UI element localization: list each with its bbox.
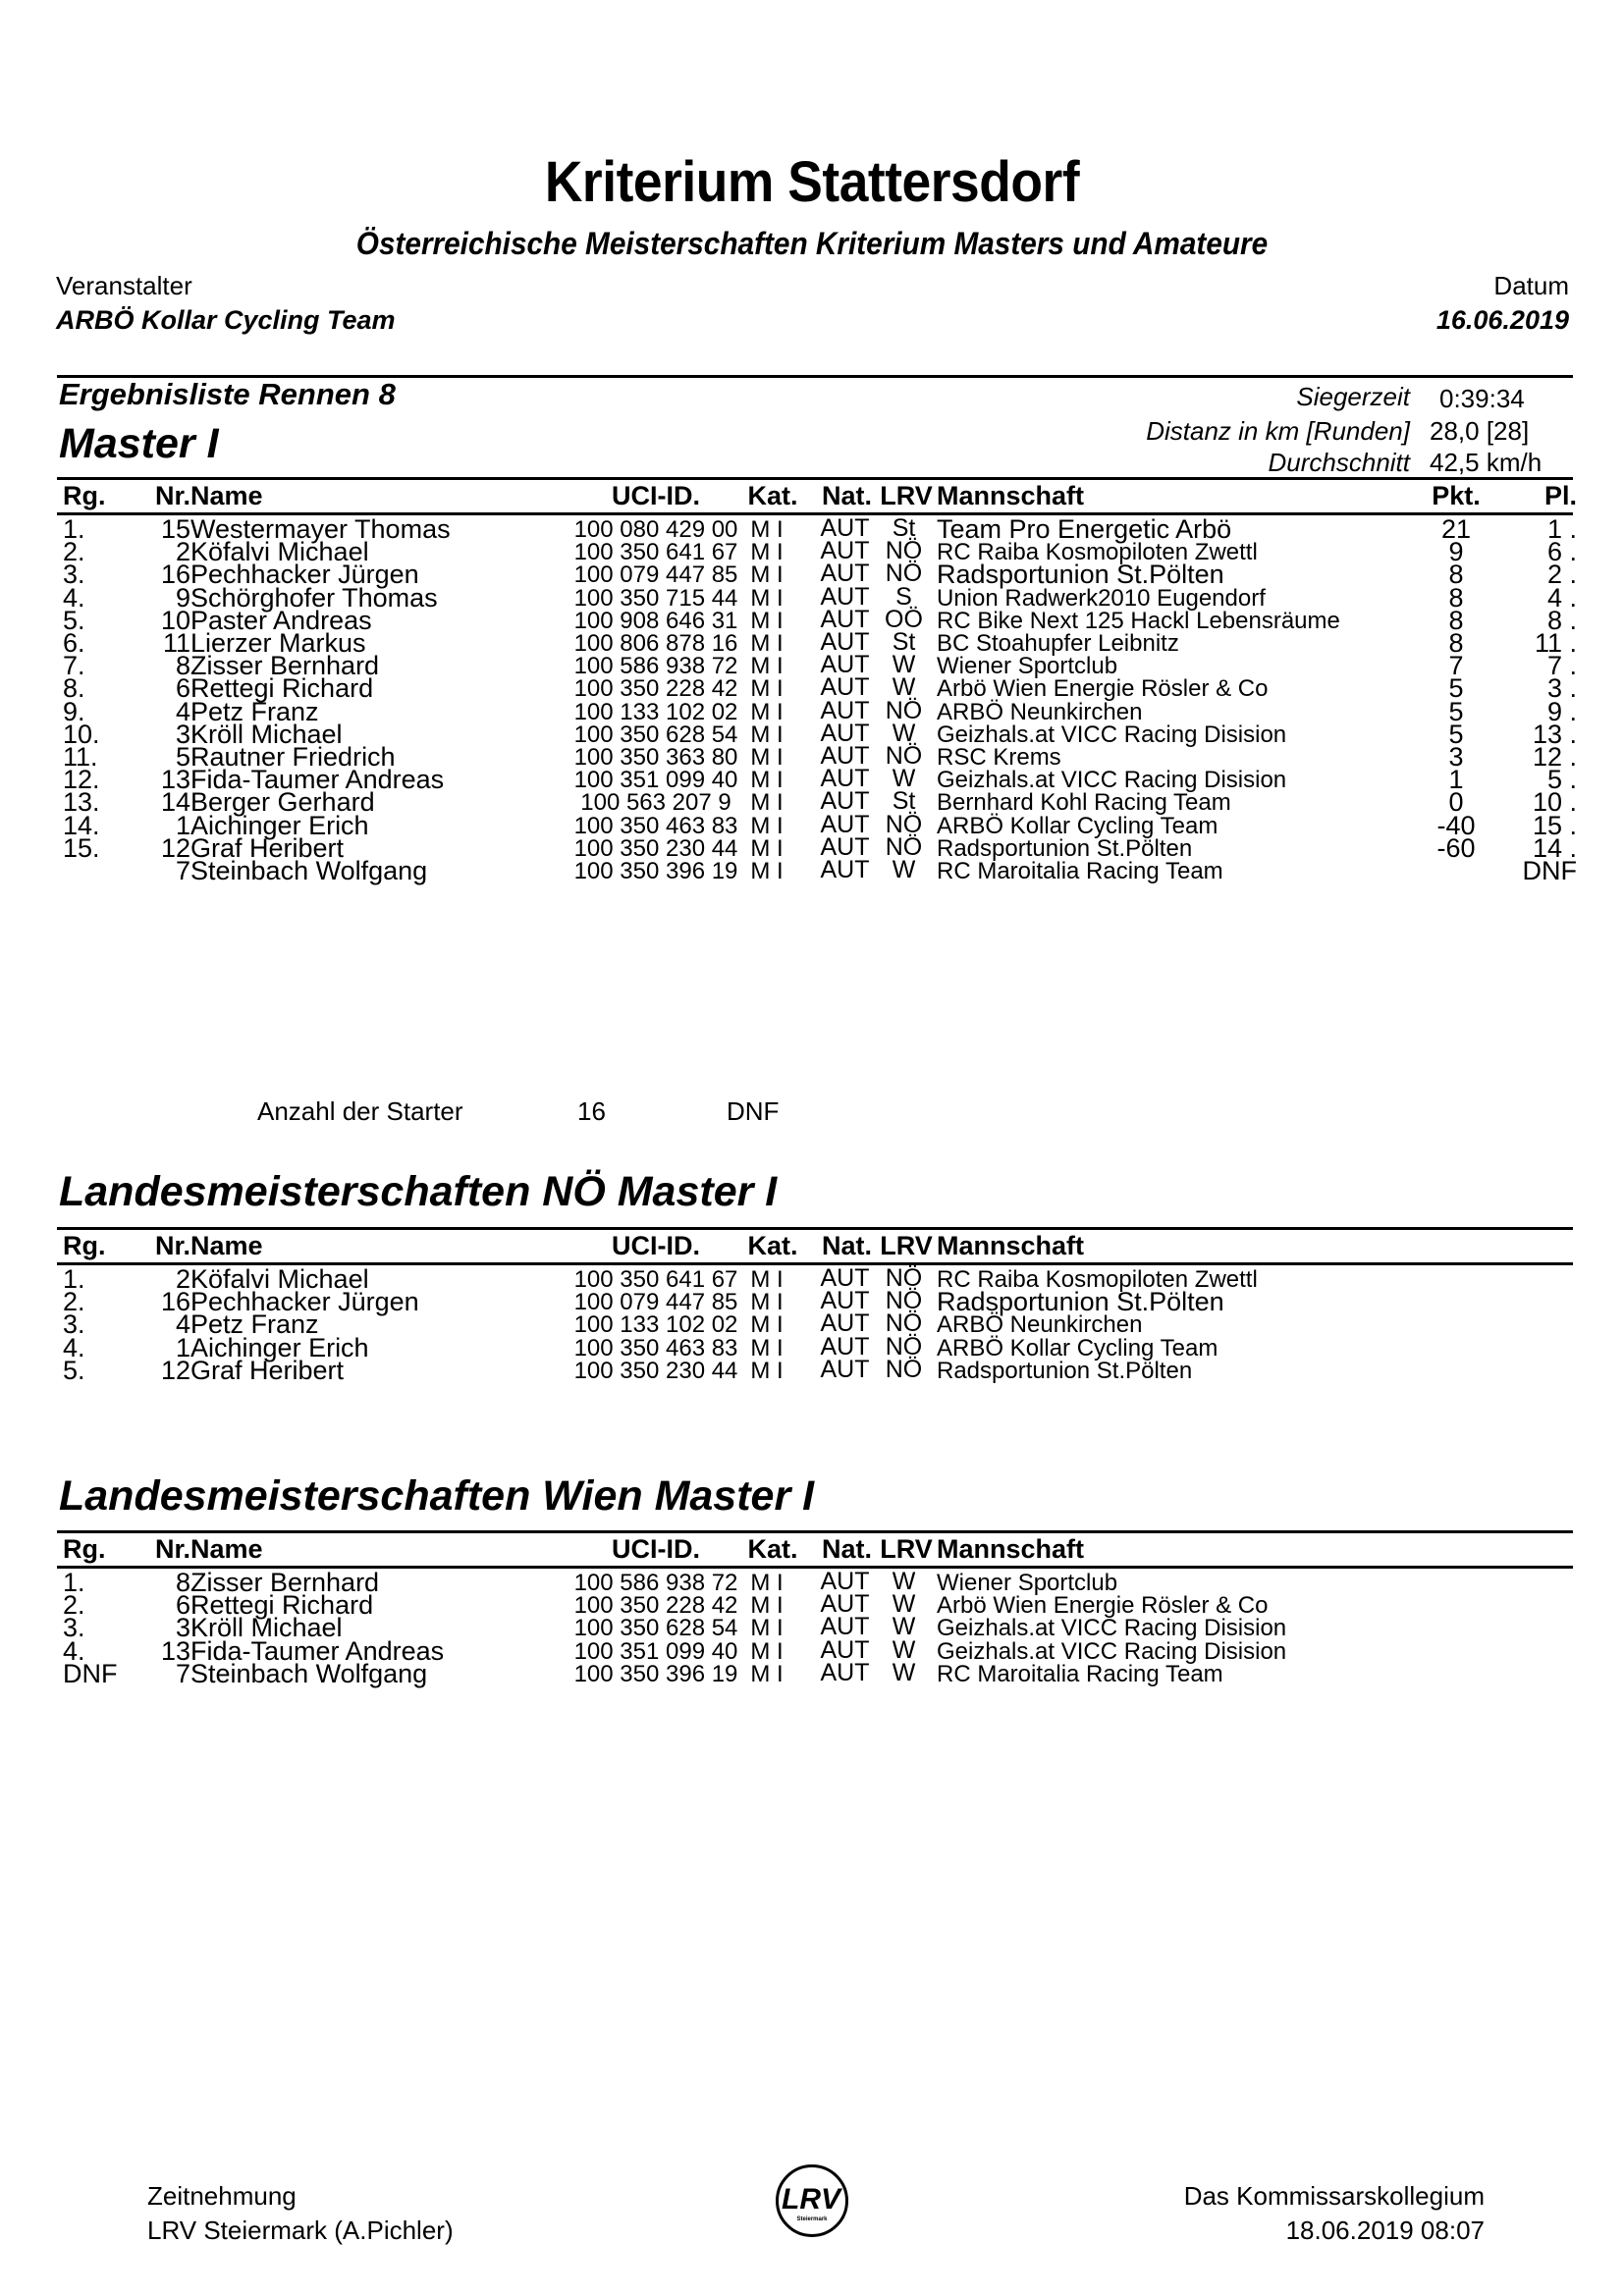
cell-kat: M I xyxy=(750,1615,784,1642)
cell-team: RC Bike Next 125 Hackl Lebensräume xyxy=(937,607,1340,634)
cell-nat: AUT xyxy=(820,628,870,656)
cell-name: Pechhacker Jürgen xyxy=(190,1287,419,1317)
cell-pkt: 5 xyxy=(1448,673,1464,704)
cell-team: ARBÖ Neunkirchen xyxy=(937,1311,1143,1339)
cell-rg: 2. xyxy=(63,1590,85,1621)
cell-rg: 3. xyxy=(63,1613,85,1643)
col-lrv: LRV xyxy=(880,1534,933,1564)
cell-lrv: W xyxy=(892,856,916,883)
cell-rg: 11. xyxy=(63,742,98,772)
cell-nr: 16 xyxy=(160,1287,190,1317)
cell-pl: 1 . xyxy=(1546,514,1577,544)
cell-nat: AUT xyxy=(820,651,870,679)
cell-team: Wiener Sportclub xyxy=(937,653,1118,680)
cell-rg: 2. xyxy=(63,1287,85,1317)
divider xyxy=(57,1530,1573,1533)
cell-name: Zisser Bernhard xyxy=(190,1568,380,1597)
cell-rg: DNF xyxy=(63,1658,118,1688)
cell-nat: AUT xyxy=(820,856,870,883)
cell-rg: 9. xyxy=(63,696,85,726)
col-uci: UCI-ID. xyxy=(612,1231,700,1260)
cell-pl: 12 . xyxy=(1532,742,1577,772)
cell-kat: M I xyxy=(750,721,784,748)
col-pl: Pl. xyxy=(1543,481,1577,510)
cell-team: RC Maroitalia Racing Team xyxy=(937,858,1223,884)
cell-uci: 100 350 230 44 xyxy=(573,834,738,862)
cell-lrv: W xyxy=(892,719,916,747)
cell-name: Paster Andreas xyxy=(190,605,372,635)
cell-nr: 13 xyxy=(160,765,190,795)
cell-name: Aichinger Erich xyxy=(190,1332,369,1362)
cell-nr: 3 xyxy=(175,1613,190,1643)
cell-pl: 13 . xyxy=(1532,719,1577,749)
commission-date: 18.06.2019 08:07 xyxy=(1285,2216,1485,2245)
date-label: Datum xyxy=(1493,271,1569,300)
cell-team: Arbö Wien Energie Rösler & Co xyxy=(937,675,1269,703)
cell-name: Westermayer Thomas xyxy=(190,514,451,544)
cell-uci: 100 351 099 40 xyxy=(573,767,738,794)
cell-pkt: 8 xyxy=(1448,628,1464,658)
cell-name: Kröll Michael xyxy=(190,719,343,749)
cell-rg: 12. xyxy=(63,765,100,795)
cell-team: ARBÖ Neunkirchen xyxy=(937,698,1143,725)
cell-nat: AUT xyxy=(820,560,870,588)
cell-lrv: NÖ xyxy=(885,560,923,588)
cell-uci: 100 350 396 19 xyxy=(573,858,738,884)
lrv-steiermark-logo-icon xyxy=(776,2164,848,2237)
cell-pl: 8 . xyxy=(1546,605,1577,635)
svg-text:LRV: LRV xyxy=(782,2183,840,2216)
cell-nr: 11 xyxy=(162,628,190,658)
cell-kat: M I xyxy=(750,1357,784,1384)
cell-team: ARBÖ Kollar Cycling Team xyxy=(937,1334,1218,1362)
cell-nr: 6 xyxy=(175,1590,190,1621)
cell-uci: 100 350 628 54 xyxy=(573,721,738,748)
cell-nat: AUT xyxy=(820,1309,870,1338)
cell-nr: 5 xyxy=(175,742,190,772)
cell-rg: 4. xyxy=(63,1635,85,1666)
cell-team: Radsportunion St.Pölten xyxy=(937,834,1193,862)
cell-name: Graf Heribert xyxy=(190,1355,345,1385)
cell-nat: AUT xyxy=(820,719,870,747)
cell-nat: AUT xyxy=(820,1590,870,1619)
cell-nr: 15 xyxy=(160,514,190,544)
cell-lrv: St xyxy=(892,787,916,816)
commission-label: Das Kommissarskollegium xyxy=(1183,2181,1485,2211)
cell-pl: 6 . xyxy=(1546,537,1577,567)
cell-rg: 5. xyxy=(63,1355,85,1385)
cell-nat: AUT xyxy=(820,605,870,633)
col-lrv: LRV xyxy=(880,1231,933,1260)
cell-lrv: S xyxy=(895,582,912,611)
cell-nr: 1 xyxy=(175,810,190,840)
cell-nr: 2 xyxy=(175,537,190,567)
cell-rg: 2. xyxy=(63,537,85,567)
cell-lrv: W xyxy=(892,1613,916,1641)
cell-nr: 16 xyxy=(160,560,190,590)
cell-pkt: -40 xyxy=(1436,810,1476,840)
cell-team: Team Pro Energetic Arbö xyxy=(937,514,1232,544)
cell-pkt: -60 xyxy=(1436,832,1476,863)
cell-nr: 10 xyxy=(160,605,190,635)
cell-pkt: 7 xyxy=(1448,651,1464,681)
col-lrv: LRV xyxy=(880,481,933,510)
cell-kat: M I xyxy=(750,539,784,566)
cell-nat: AUT xyxy=(820,1355,870,1383)
document-subtitle: Österreichische Meisterschaften Kriterium Masters und Amateure xyxy=(355,226,1269,261)
cell-nat: AUT xyxy=(820,1658,870,1686)
cell-name: Schörghofer Thomas xyxy=(190,582,438,613)
cell-nat: AUT xyxy=(820,832,870,861)
col-nr: Nr. xyxy=(154,481,190,510)
cell-rg: 5. xyxy=(63,605,85,635)
cell-pkt: 3 xyxy=(1448,742,1464,772)
col-name: Name xyxy=(190,481,263,510)
cell-nat: AUT xyxy=(820,765,870,793)
cell-lrv: NÖ xyxy=(885,1287,923,1315)
cell-uci: 100 350 641 67 xyxy=(573,1266,738,1293)
cell-pl: 4 . xyxy=(1546,582,1577,613)
cell-uci: 100 350 463 83 xyxy=(573,1334,738,1362)
col-nr: Nr. xyxy=(154,1534,190,1564)
cell-kat: M I xyxy=(750,1637,784,1665)
cell-pkt: 9 xyxy=(1448,537,1464,567)
cell-uci: 100 563 207 9 xyxy=(580,789,731,817)
cell-team: Geizhals.at VICC Racing Disision xyxy=(937,1637,1287,1665)
cell-name: Kröll Michael xyxy=(190,1613,343,1643)
cell-uci: 100 079 447 85 xyxy=(573,1289,738,1316)
cell-nr: 12 xyxy=(160,832,190,863)
col-nat: Nat. xyxy=(821,1534,872,1564)
cell-pkt: 21 xyxy=(1440,514,1472,544)
col-nat: Nat. xyxy=(821,481,872,510)
col-rg: Rg. xyxy=(63,1534,106,1564)
cell-lrv: W xyxy=(892,673,916,702)
cell-name: Köfalvi Michael xyxy=(190,1264,369,1294)
cell-nat: AUT xyxy=(820,537,870,565)
col-nr: Nr. xyxy=(154,1231,190,1260)
cell-uci: 100 350 228 42 xyxy=(573,1592,738,1620)
cell-nat: AUT xyxy=(820,742,870,770)
cell-uci: 100 080 429 00 xyxy=(573,516,738,543)
cell-lrv: NÖ xyxy=(885,1355,923,1383)
cell-nat: AUT xyxy=(820,787,870,816)
cell-rg: 8. xyxy=(63,673,85,704)
cell-kat: M I xyxy=(750,1289,784,1316)
cell-lrv: W xyxy=(892,1658,916,1686)
cell-rg: 6. xyxy=(63,628,85,658)
cell-lrv: W xyxy=(892,651,916,679)
cell-team: Radsportunion St.Pölten xyxy=(937,1357,1193,1384)
cell-name: Rautner Friedrich xyxy=(190,742,396,772)
cell-team: RC Raiba Kosmopiloten Zwettl xyxy=(937,539,1258,566)
col-rg: Rg. xyxy=(63,1231,106,1260)
cell-team: Bernhard Kohl Racing Team xyxy=(937,789,1231,817)
cell-kat: M I xyxy=(750,1334,784,1362)
cell-nr: 1 xyxy=(175,1332,190,1362)
cell-team: BC Stoahupfer Leibnitz xyxy=(937,630,1179,657)
cell-nr: 4 xyxy=(175,696,190,726)
distance-label: Distanz in km [Runden] xyxy=(1146,416,1410,446)
cell-uci: 100 350 363 80 xyxy=(573,744,738,771)
cell-team: Union Radwerk2010 Eugendorf xyxy=(937,584,1266,612)
cell-lrv: W xyxy=(892,1568,916,1595)
date: 16.06.2019 xyxy=(1435,305,1569,335)
cell-lrv: NÖ xyxy=(885,1332,923,1361)
cell-name: Lierzer Markus xyxy=(190,628,366,658)
cell-pl: 11 . xyxy=(1534,628,1577,658)
winner-time: 0:39:34 xyxy=(1439,384,1525,413)
table-row xyxy=(57,856,1577,889)
category-title-wien: Landesmeisterschaften Wien Master I xyxy=(59,1472,815,1520)
cell-kat: M I xyxy=(750,584,784,612)
cell-team: Geizhals.at VICC Racing Disision xyxy=(937,721,1287,748)
cell-name: Fida-Taumer Andreas xyxy=(190,1635,445,1666)
col-uci: UCI-ID. xyxy=(612,481,700,510)
cell-name: Petz Franz xyxy=(190,696,319,726)
cell-rg: 3. xyxy=(63,560,85,590)
cell-team: Geizhals.at VICC Racing Disision xyxy=(937,767,1287,794)
organizer-label: Veranstalter xyxy=(56,271,192,300)
col-kat: Kat. xyxy=(747,1534,798,1564)
cell-uci: 100 133 102 02 xyxy=(573,698,738,725)
cell-pkt: 0 xyxy=(1448,787,1464,818)
cell-kat: M I xyxy=(750,653,784,680)
col-name: Name xyxy=(190,1231,263,1260)
table-header xyxy=(57,481,1577,514)
cell-name: Rettegi Richard xyxy=(190,1590,374,1621)
cell-team: Radsportunion St.Pölten xyxy=(937,1287,1224,1317)
cell-team: RSC Krems xyxy=(937,744,1061,771)
category-title-master: Master I xyxy=(59,420,219,467)
col-kat: Kat. xyxy=(747,1231,798,1260)
col-name: Name xyxy=(190,1534,263,1564)
col-uci: UCI-ID. xyxy=(612,1534,700,1564)
cell-rg: 15. xyxy=(63,832,100,863)
starters-label: Anzahl der Starter xyxy=(257,1096,463,1126)
cell-name: Köfalvi Michael xyxy=(190,537,369,567)
cell-nat: AUT xyxy=(820,1287,870,1315)
cell-nr: 7 xyxy=(175,856,190,885)
cell-nr: 8 xyxy=(175,1568,190,1597)
cell-kat: M I xyxy=(750,834,784,862)
cell-nr: 3 xyxy=(175,719,190,749)
cell-uci: 100 350 230 44 xyxy=(573,1357,738,1384)
cell-nat: AUT xyxy=(820,673,870,702)
cell-name: Petz Franz xyxy=(190,1309,319,1340)
cell-lrv: St xyxy=(892,628,916,656)
cell-pl: 10 . xyxy=(1532,787,1577,818)
cell-rg: 7. xyxy=(63,651,85,681)
cell-nr: 6 xyxy=(175,673,190,704)
average-label: Durchschnitt xyxy=(1268,448,1410,477)
winner-time-label: Siegerzeit xyxy=(1296,382,1410,411)
cell-pl: 14 . xyxy=(1532,832,1577,863)
timing-label: Zeitnehmung xyxy=(147,2181,297,2211)
cell-kat: M I xyxy=(750,789,784,817)
cell-kat: M I xyxy=(750,630,784,657)
cell-lrv: W xyxy=(892,765,916,793)
cell-team: RC Maroitalia Racing Team xyxy=(937,1660,1223,1687)
cell-lrv: NÖ xyxy=(885,742,923,770)
cell-kat: M I xyxy=(750,1266,784,1293)
cell-nr: 14 xyxy=(160,787,190,818)
cell-pl: 5 . xyxy=(1546,765,1577,795)
cell-rg: 1. xyxy=(63,514,85,544)
cell-pl: DNF xyxy=(1522,856,1577,885)
cell-lrv: NÖ xyxy=(885,810,923,838)
dnf-label: DNF xyxy=(727,1096,780,1126)
race-title: Ergebnisliste Rennen 8 xyxy=(59,377,396,411)
cell-lrv: NÖ xyxy=(885,537,923,565)
cell-nr: 7 xyxy=(175,1658,190,1688)
cell-uci: 100 350 463 83 xyxy=(573,812,738,839)
cell-lrv: NÖ xyxy=(885,1309,923,1338)
cell-kat: M I xyxy=(750,516,784,543)
cell-rg: 4. xyxy=(63,582,85,613)
cell-lrv: NÖ xyxy=(885,1264,923,1292)
col-rg: Rg. xyxy=(63,481,106,510)
average: 42,5 km/h xyxy=(1430,448,1543,477)
col-team: Mannschaft xyxy=(937,481,1085,510)
cell-uci: 100 586 938 72 xyxy=(573,653,738,680)
cell-name: Steinbach Wolfgang xyxy=(190,1658,428,1688)
cell-kat: M I xyxy=(750,767,784,794)
timing-provider: LRV Steiermark (A.Pichler) xyxy=(147,2216,454,2245)
cell-nr: 2 xyxy=(175,1264,190,1294)
cell-nr: 9 xyxy=(175,582,190,613)
cell-kat: M I xyxy=(750,744,784,771)
cell-uci: 100 806 878 16 xyxy=(573,630,738,657)
cell-kat: M I xyxy=(750,1592,784,1620)
cell-pkt: 8 xyxy=(1448,560,1464,590)
cell-rg: 14. xyxy=(63,810,100,840)
cell-kat: M I xyxy=(750,1570,784,1596)
table-row xyxy=(57,1659,1573,1692)
cell-rg: 13. xyxy=(63,787,100,818)
cell-pl: 15 . xyxy=(1532,810,1577,840)
cell-pkt: 1 xyxy=(1448,765,1464,795)
cell-team: RC Raiba Kosmopiloten Zwettl xyxy=(937,1266,1258,1293)
col-team: Mannschaft xyxy=(937,1534,1085,1564)
cell-rg: 3. xyxy=(63,1309,85,1340)
cell-lrv: W xyxy=(892,1635,916,1664)
cell-nat: AUT xyxy=(820,1635,870,1664)
cell-kat: M I xyxy=(750,607,784,634)
table-header xyxy=(57,1534,1573,1568)
cell-uci: 100 350 228 42 xyxy=(573,675,738,703)
cell-nat: AUT xyxy=(820,1613,870,1641)
cell-kat: M I xyxy=(750,1311,784,1339)
cell-uci: 100 908 646 31 xyxy=(573,607,738,634)
cell-name: Graf Heribert xyxy=(190,832,345,863)
cell-uci: 100 586 938 72 xyxy=(573,1570,738,1596)
cell-pkt: 5 xyxy=(1448,696,1464,726)
cell-name: Pechhacker Jürgen xyxy=(190,560,419,590)
table-header xyxy=(57,1231,1573,1264)
cell-nr: 12 xyxy=(160,1355,190,1385)
cell-pl: 7 . xyxy=(1546,651,1577,681)
cell-nr: 4 xyxy=(175,1309,190,1340)
cell-nr: 13 xyxy=(160,1635,190,1666)
category-title-noe: Landesmeisterschaften NÖ Master I xyxy=(59,1168,778,1215)
cell-nat: AUT xyxy=(820,582,870,611)
cell-pl: 3 . xyxy=(1546,673,1577,704)
cell-kat: M I xyxy=(750,858,784,884)
table-row xyxy=(57,1356,1573,1389)
col-nat: Nat. xyxy=(821,1231,872,1260)
cell-nat: AUT xyxy=(820,810,870,838)
cell-lrv: NÖ xyxy=(885,696,923,724)
cell-pl: 2 . xyxy=(1546,560,1577,590)
cell-team: Radsportunion St.Pölten xyxy=(937,560,1224,590)
cell-team: Geizhals.at VICC Racing Disision xyxy=(937,1615,1287,1642)
organizer: ARBÖ Kollar Cycling Team xyxy=(56,305,396,335)
cell-name: Rettegi Richard xyxy=(190,673,374,704)
cell-uci: 100 351 099 40 xyxy=(573,1637,738,1665)
cell-nat: AUT xyxy=(820,1332,870,1361)
cell-team: Wiener Sportclub xyxy=(937,1570,1118,1596)
cell-kat: M I xyxy=(750,698,784,725)
col-pkt: Pkt. xyxy=(1432,481,1481,510)
cell-lrv: St xyxy=(892,514,916,542)
cell-kat: M I xyxy=(750,1660,784,1687)
col-team: Mannschaft xyxy=(937,1231,1085,1260)
cell-lrv: OÖ xyxy=(885,605,923,633)
cell-uci: 100 350 396 19 xyxy=(573,1660,738,1687)
cell-rg: 10. xyxy=(63,719,100,749)
cell-pkt: 8 xyxy=(1448,582,1464,613)
cell-kat: M I xyxy=(750,561,784,589)
cell-nat: AUT xyxy=(820,696,870,724)
cell-uci: 100 350 715 44 xyxy=(573,584,738,612)
cell-uci: 100 079 447 85 xyxy=(573,561,738,589)
svg-text:Steiermark: Steiermark xyxy=(796,2216,828,2222)
cell-uci: 100 350 641 67 xyxy=(573,539,738,566)
cell-pkt: 5 xyxy=(1448,719,1464,749)
divider xyxy=(57,1227,1573,1230)
cell-lrv: W xyxy=(892,1590,916,1619)
cell-rg: 1. xyxy=(63,1568,85,1597)
cell-nat: AUT xyxy=(820,514,870,542)
cell-uci: 100 133 102 02 xyxy=(573,1311,738,1339)
starters-count: 16 xyxy=(577,1096,606,1126)
cell-nat: AUT xyxy=(820,1264,870,1292)
cell-team: ARBÖ Kollar Cycling Team xyxy=(937,812,1218,839)
divider xyxy=(57,477,1573,480)
cell-name: Fida-Taumer Andreas xyxy=(190,765,445,795)
cell-nat: AUT xyxy=(820,1568,870,1595)
cell-nr: 8 xyxy=(175,651,190,681)
cell-rg: 4. xyxy=(63,1332,85,1362)
cell-name: Steinbach Wolfgang xyxy=(190,856,428,885)
cell-name: Aichinger Erich xyxy=(190,810,369,840)
document-title: Kriterium Stattersdorf xyxy=(544,150,1080,214)
cell-uci: 100 350 628 54 xyxy=(573,1615,738,1642)
cell-pkt: 8 xyxy=(1448,605,1464,635)
cell-lrv: NÖ xyxy=(885,832,923,861)
cell-name: Zisser Bernhard xyxy=(190,651,380,681)
cell-team: Arbö Wien Energie Rösler & Co xyxy=(937,1592,1269,1620)
col-kat: Kat. xyxy=(747,481,798,510)
cell-name: Berger Gerhard xyxy=(190,787,375,818)
cell-rg: 1. xyxy=(63,1264,85,1294)
cell-kat: M I xyxy=(750,812,784,839)
distance: 28,0 [28] xyxy=(1430,416,1530,446)
cell-kat: M I xyxy=(750,675,784,703)
cell-pl: 9 . xyxy=(1546,696,1577,726)
